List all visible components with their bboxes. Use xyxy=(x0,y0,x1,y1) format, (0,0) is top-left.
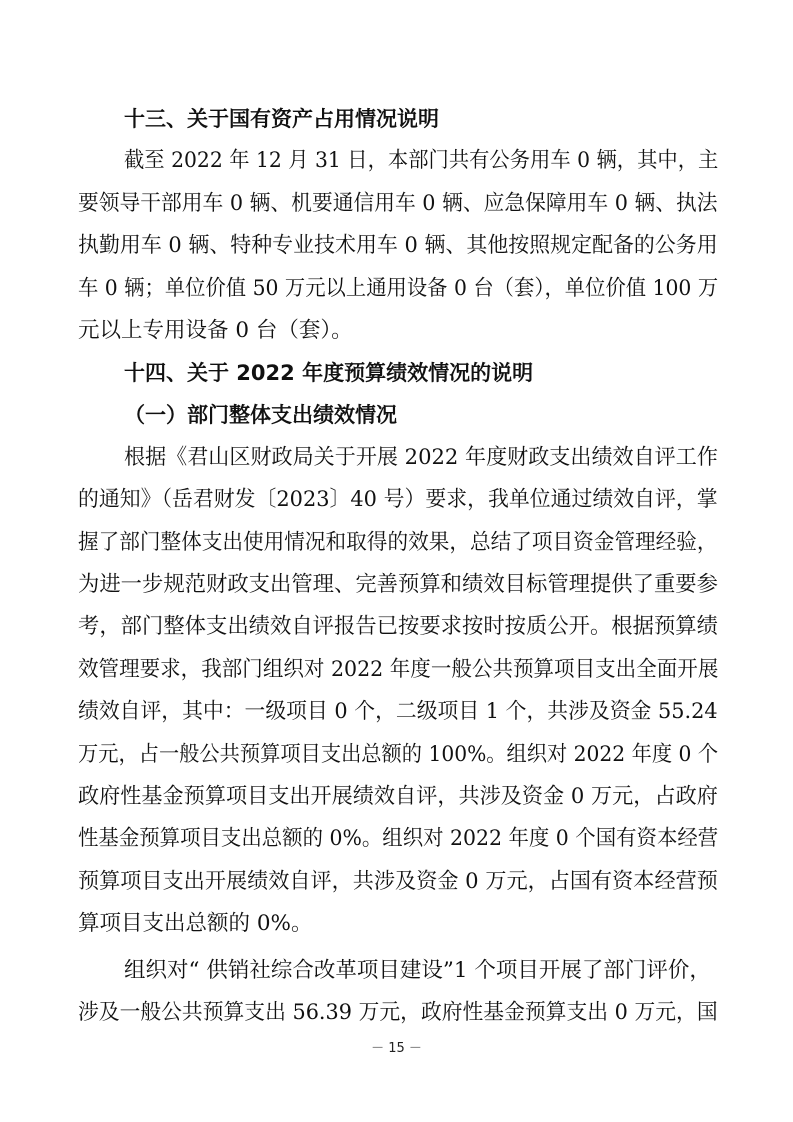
page-number: － 15 － xyxy=(371,1041,422,1056)
para1-line-2: 的通知》（岳君财发〔2023〕40 号）要求，我单位通过绩效自评，掌 xyxy=(78,487,718,512)
para1-line-10: 性基金预算项目支出总额的 0%。组织对 2022 年度 0 个国有资本经营 xyxy=(78,826,719,851)
para1-line-3: 握了部门整体支出使用情况和取得的效果，总结了项目资金管理经验， xyxy=(78,530,718,555)
para1-line-5: 考，部门整体支出绩效自评报告已按要求按时按质公开。根据预算绩 xyxy=(78,614,718,639)
para2-line-1: 组织对“ 供销社综合改革项目建设”1 个项目开展了部门评价， xyxy=(124,958,711,983)
para1-line-9: 政府性基金预算项目支出开展绩效自评，共涉及资金 0 万元，占政府 xyxy=(78,784,718,809)
section-13-line-4: 车 0 辆；单位价值 50 万元以上通用设备 0 台（套），单位价值 100 万 xyxy=(78,276,719,301)
para1-line-7: 绩效自评，其中：一级项目 0 个，二级项目 1 个，共涉及资金 55.24 xyxy=(78,699,718,724)
section-13-line-1: 截至 2022 年 12 月 31 日，本部门共有公务用车 0 辆，其中，主 xyxy=(124,148,719,173)
para1-line-6: 效管理要求，我部门组织对 2022 年度一般公共预算项目支出全面开展 xyxy=(78,657,719,682)
para1-line-8: 万元，占一般公共预算项目支出总额的 100%。组织对 2022 年度 0 个 xyxy=(78,742,719,767)
para1-line-12: 算项目支出总额的 0%。 xyxy=(78,911,313,936)
section-14-heading: 十四、关于 2022 年度预算绩效情况的说明 xyxy=(124,361,534,385)
para2-line-2: 涉及一般公共预算支出 56.39 万元，政府性基金预算支出 0 万元，国 xyxy=(78,1000,718,1025)
para1-line-11: 预算项目支出开展绩效自评，共涉及资金 0 万元，占国有资本经营预 xyxy=(78,869,718,894)
para1-line-4: 为进一步规范财政支出管理、完善预算和绩效目标管理提供了重要参 xyxy=(78,572,718,597)
para1-line-1: 根据《君山区财政局关于开展 2022 年度财政支出绩效自评工作 xyxy=(124,445,718,470)
section-14-subheading: （一）部门整体支出绩效情况 xyxy=(124,403,397,427)
section-13-line-5: 元以上专用设备 0 台（套）。 xyxy=(78,318,353,343)
section-13-heading: 十三、关于国有资产占用情况说明 xyxy=(124,107,439,131)
section-13-line-3: 执勤用车 0 辆、特种专业技术用车 0 辆、其他按照规定配备的公务用 xyxy=(78,233,718,258)
section-13-line-2: 要领导干部用车 0 辆、机要通信用车 0 辆、应急保障用车 0 辆、执法 xyxy=(78,191,718,216)
